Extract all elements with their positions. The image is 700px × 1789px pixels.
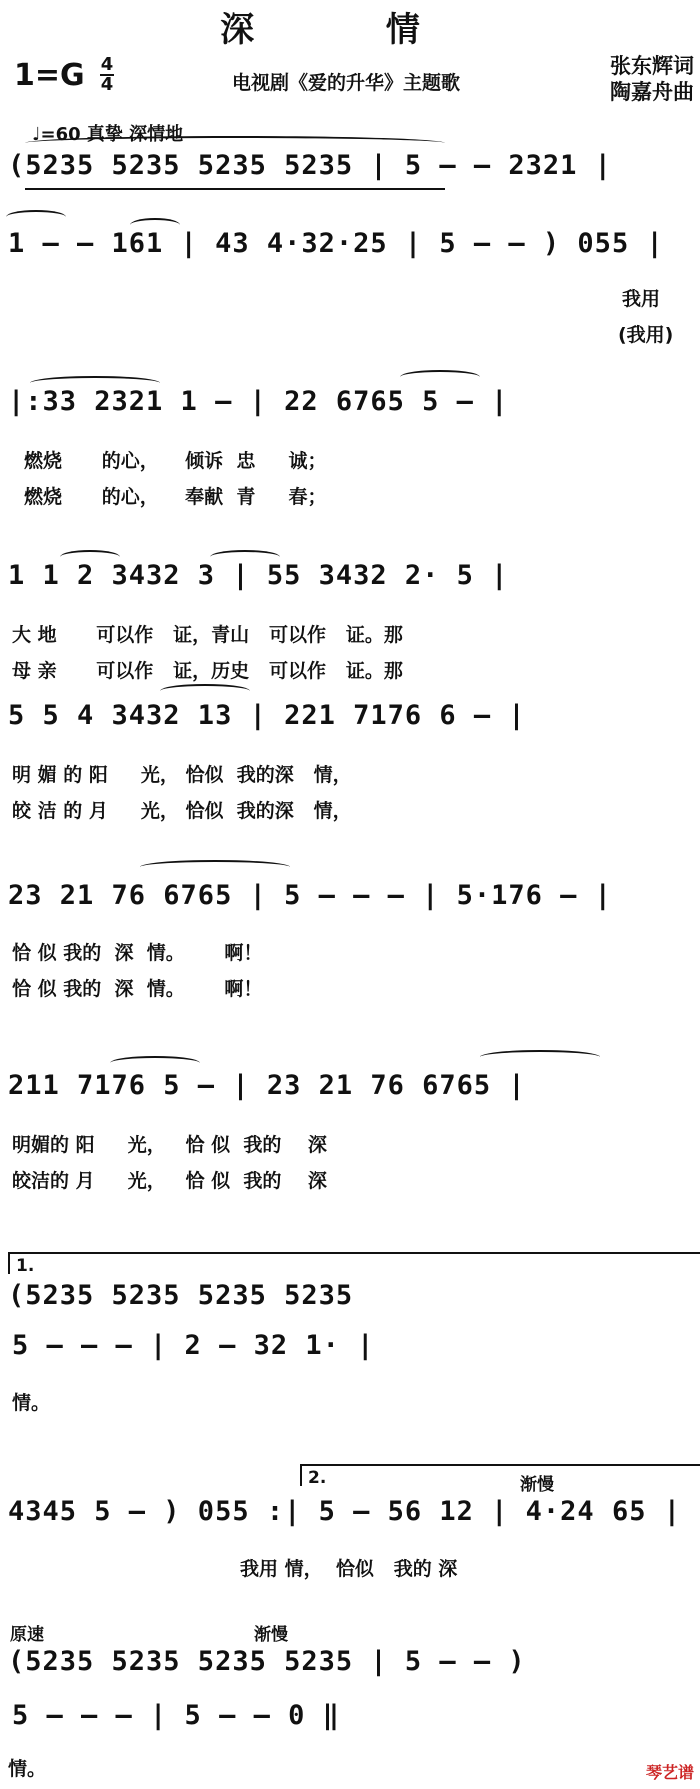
notes-line-4: 1 1 2 3432 3 | 55 3432 2· 5 | [8,560,509,591]
score-line-6 [0,880,700,1000]
ritardando-mark-2: 渐慢 [254,1625,288,1645]
lyricist: 张东辉词 [610,54,694,78]
time-signature [100,56,114,94]
notes-line-7: 211 7176 5 — | 23 21 76 6765 | [8,1070,526,1101]
lyric-line-5-b: 皎 洁 的 月 光， 恰似 我的深 情， [12,800,352,822]
lyric-line-6-b: 恰 似 我的 深 情。 啊！ [12,978,263,1000]
page-title: 深 情 [220,10,480,50]
notes-line-2: 1 — — 161 | 43 4·32·25 | 5 — — ) 055 | [8,228,664,259]
lyric-line-3-a: 燃烧 的心， 倾诉 忠 诚； [24,450,327,472]
volta-2-bracket [300,1464,700,1486]
notes-line-5: 5 5 4 3432 13 | 221 7176 6 — | [8,700,526,731]
slur [480,1050,600,1064]
lyric-line-7-a: 明媚的 阳 光， 恰 似 我的 深 [12,1134,327,1156]
notes-line-8: (5235 5235 5235 5235 [8,1280,354,1311]
score-line-9 [0,1330,700,1414]
notes-line-3: |:33 2321 1 — | 22 6765 5 — | [8,386,509,417]
score-line-8 [0,1280,700,1324]
tempo-marking: ♩=60 真挚 深情地 [32,124,184,145]
subtitle: 电视剧《爱的升华》主题歌 [232,72,461,94]
slur [210,550,280,564]
notes-line-1: (5235 5235 5235 5235 | 5 — — 2321 | [8,150,612,181]
score-line-7 [0,1070,700,1192]
slur [6,210,66,224]
score-line-4 [0,560,700,682]
score-line-11 [0,1646,700,1690]
lyric-line-6-a: 恰 似 我的 深 情。 啊！ [12,942,263,964]
notes-line-10: 4345 5 — ) 055 :| 5 — 56 12 | 4·24 65 | [8,1496,681,1527]
notes-line-12: 5 — — — | 5 — — 0 ‖ [12,1700,340,1731]
slur [30,376,160,390]
lyric-line-4-b: 母 亲 可以作 证，历史 可以作 证。那 [12,660,403,682]
watermark-logo: 琴艺谱 [645,1763,694,1782]
ritardando-mark-1: 渐慢 [520,1475,554,1495]
score-line-5 [0,700,700,822]
slur [130,218,180,232]
lyric-line-9: 情。 [12,1392,51,1414]
composer: 陶嘉舟曲 [610,80,694,104]
score-line-10 [0,1496,700,1580]
slur [400,370,480,384]
lyric-line-2-b: (我用) [618,324,674,346]
score-line-1 [0,150,700,194]
notes-line-9: 5 — — — | 2 — 32 1· | [12,1330,375,1361]
lyric-line-5-a: 明 媚 的 阳 光， 恰似 我的深 情， [12,764,352,786]
slur [110,1056,200,1070]
lyric-line-10: 我用 情， 恰似 我的 深 [240,1558,458,1580]
slur [25,136,445,150]
time-sig-bottom: 4 [100,74,114,95]
lyric-line-2-a: 我用 [622,288,661,310]
lyric-line-7-b: 皎洁的 月 光， 恰 似 我的 深 [12,1170,327,1192]
time-sig-top: 4 [100,54,114,75]
key-signature: 1=G [14,58,85,93]
notes-line-11: (5235 5235 5235 5235 | 5 — — ) [8,1646,526,1677]
lyric-line-12: 情。 [8,1758,47,1780]
volta-2-label: 2. [308,1468,327,1488]
lyric-line-3-b: 燃烧 的心， 奉献 青 春； [24,486,327,508]
lyric-line-4-a: 大 地 可以作 证，青山 可以作 证。那 [12,624,403,646]
volta-1-bracket [8,1252,700,1274]
a-tempo-mark: 原速 [10,1625,44,1645]
slur [60,550,120,564]
slur [140,860,290,874]
slur [160,684,250,698]
notes-line-6: 23 21 76 6765 | 5 — — — | 5·176 — | [8,880,612,911]
volta-1-label: 1. [16,1256,35,1276]
score-line-2 [0,228,700,346]
score-line-3 [0,386,700,508]
beam [25,188,445,190]
